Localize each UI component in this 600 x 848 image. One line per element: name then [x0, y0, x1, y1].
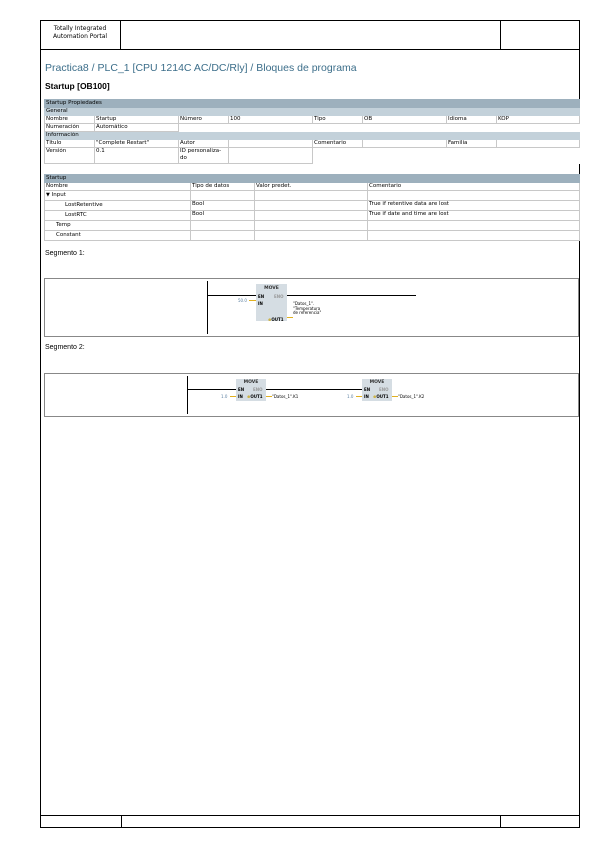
nombre-value: Startup	[95, 116, 179, 124]
header-divider	[500, 20, 501, 49]
tipo-value: OB	[363, 116, 447, 124]
table-row	[45, 201, 580, 211]
in-value: 1.0	[221, 394, 228, 399]
out-pin-label: OUT1	[271, 317, 284, 322]
en-pin: EN	[364, 387, 371, 392]
in-wire	[356, 396, 362, 397]
out-tag: "Datos_1".K1	[272, 394, 299, 399]
eno-wire	[265, 389, 363, 390]
titulo-value: "Complete Restart"	[95, 140, 179, 148]
out-wire	[287, 317, 293, 318]
comentario-label: Comentario	[313, 140, 363, 148]
in-value: 50.0	[238, 298, 247, 303]
id-value	[229, 148, 313, 164]
out-tag-line: "Datos_1".	[293, 301, 315, 306]
properties-table	[44, 99, 580, 164]
familia-value	[497, 140, 580, 148]
informacion-label: Información	[45, 132, 580, 140]
row-name: LostRTC	[45, 211, 191, 221]
row-comment	[368, 221, 580, 231]
numeracion-label: Numeración	[45, 124, 95, 132]
eno-pin: ENO	[379, 387, 389, 392]
numero-label: Número	[179, 116, 229, 124]
row-default	[255, 191, 368, 201]
in-pin: IN	[364, 394, 369, 399]
col-tipo: Tipo de datos	[191, 183, 255, 191]
row-name: LostRetentive	[45, 201, 191, 211]
row-type	[191, 191, 255, 201]
numeracion-value: Automático	[95, 124, 179, 132]
segment-2-label: Segmento 2:	[45, 344, 85, 351]
en-pin: EN	[238, 387, 245, 392]
familia-label: Familia	[447, 140, 497, 148]
move-block[interactable]	[256, 284, 287, 321]
out-tag-line: "Temperatura	[293, 305, 321, 311]
en-wire	[187, 389, 237, 390]
row-comment	[368, 191, 580, 201]
empty-cell	[179, 124, 580, 132]
table-row	[45, 231, 580, 241]
out-pin	[268, 317, 284, 322]
eno-pin: ENO	[274, 294, 284, 299]
in-wire	[230, 396, 236, 397]
out-tag	[293, 302, 321, 316]
table-row	[45, 211, 580, 221]
row-type	[191, 231, 255, 241]
out-tag-line: de referencia"	[293, 310, 322, 315]
out-tag: "Datos_1".K2	[398, 394, 425, 399]
tipo-label: Tipo	[313, 116, 363, 124]
en-pin: EN	[258, 294, 265, 299]
row-default	[255, 211, 368, 221]
properties-section-title: Startup Propiedades	[45, 100, 580, 108]
segment-1-label: Segmento 1:	[45, 250, 85, 257]
id-label: ID personaliza-do	[179, 148, 229, 164]
page-title: Practica8 / PLC_1 [CPU 1214C AC/DC/Rly] / Bloques de programa	[45, 62, 357, 74]
in-wire	[249, 300, 256, 301]
row-name	[45, 191, 191, 201]
row-default	[255, 231, 368, 241]
version-label: Versión	[45, 148, 95, 164]
table-row	[45, 191, 580, 201]
company-label	[40, 20, 121, 49]
company-line-2: Automation Portal	[52, 33, 108, 40]
collapse-triangle-icon[interactable]: ▼	[46, 192, 50, 198]
move-block-name: MOVE	[243, 380, 259, 385]
company-line-1: Totally Integrated	[53, 25, 107, 32]
power-rail	[207, 281, 208, 334]
autor-value	[229, 140, 313, 148]
interface-section-title: Startup	[45, 175, 580, 183]
general-label: General	[45, 108, 580, 116]
footer-divider	[500, 816, 501, 828]
en-wire	[207, 295, 257, 296]
autor-label: Autor	[179, 140, 229, 148]
out-pin-label: OUT1	[250, 394, 263, 399]
move-block-2[interactable]	[362, 379, 392, 401]
row-comment: True if retentive data are lost	[368, 201, 580, 211]
segment-2-network	[44, 373, 579, 417]
power-rail	[187, 376, 188, 414]
empty-cell	[313, 148, 580, 164]
row-name: Temp	[45, 221, 191, 231]
nombre-label: Nombre	[45, 116, 95, 124]
col-nombre: Nombre	[45, 183, 191, 191]
row-type: Bool	[191, 211, 255, 221]
row-type: Bool	[191, 201, 255, 211]
comentario-value	[363, 140, 447, 148]
col-comentario: Comentario	[368, 183, 580, 191]
segment-1-network	[44, 278, 579, 337]
row-name-text: Input	[51, 192, 66, 198]
row-default	[255, 201, 368, 211]
out-pin	[247, 394, 263, 399]
idioma-label: Idioma	[447, 116, 497, 124]
eno-wire	[286, 295, 416, 296]
out-marker-icon: ⊛	[268, 317, 272, 322]
out-marker-icon: ⊛	[247, 394, 251, 399]
table-row	[45, 221, 580, 231]
in-value: 1.0	[347, 394, 354, 399]
block-title: Startup [OB100]	[45, 81, 110, 91]
page-header	[40, 20, 580, 50]
row-type	[191, 221, 255, 231]
move-block-name: MOVE	[369, 380, 385, 385]
version-value: 0.1	[95, 148, 179, 164]
footer-divider	[121, 816, 122, 828]
out-pin-label: OUT1	[376, 394, 389, 399]
titulo-label: Título	[45, 140, 95, 148]
in-pin: IN	[238, 394, 243, 399]
row-comment: True if date and time are lost	[368, 211, 580, 221]
idioma-value: KOP	[497, 116, 580, 124]
page-footer	[40, 815, 580, 828]
numero-value: 100	[229, 116, 313, 124]
row-comment	[368, 231, 580, 241]
col-valor: Valor predet.	[255, 183, 368, 191]
row-name: Constant	[45, 231, 191, 241]
row-default	[255, 221, 368, 231]
move-block-name: MOVE	[264, 286, 279, 291]
out-marker-icon: ⊛	[373, 394, 377, 399]
move-block-1[interactable]	[236, 379, 266, 401]
eno-pin: ENO	[253, 387, 263, 392]
out-pin	[373, 394, 389, 399]
interface-table	[44, 174, 580, 241]
in-pin: IN	[258, 301, 263, 306]
